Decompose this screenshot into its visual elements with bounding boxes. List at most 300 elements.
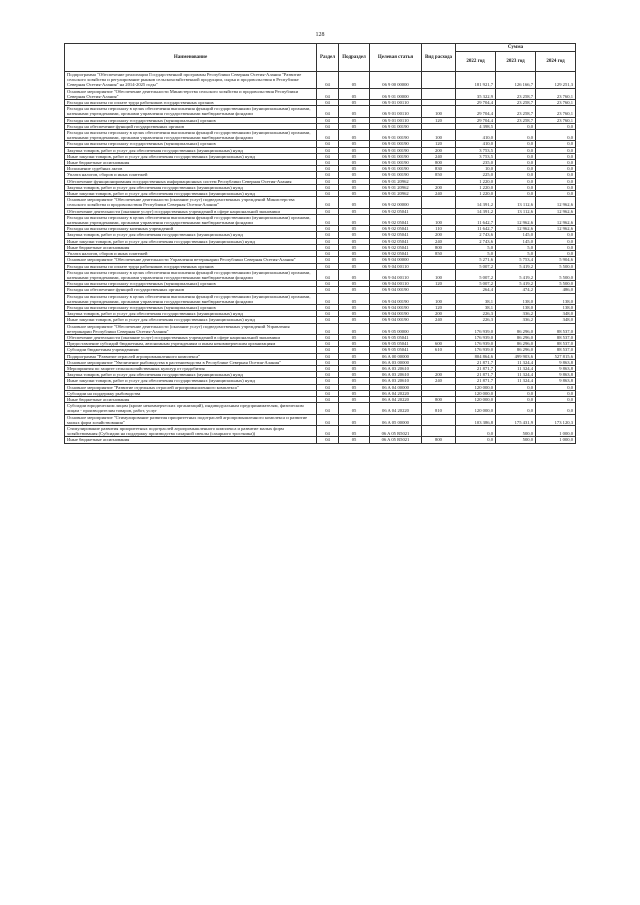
cell-cs: 06 A 05 00000 xyxy=(370,414,422,425)
cell-name: Расходы на выплаты персоналу в целях обеспечения выполнения функций государственными (муниципальными) органами, казенными учреждениями, органами управления государственными внебюджетными фондами xyxy=(65,214,317,225)
cell-b: 0,0 xyxy=(496,153,536,159)
cell-a: 181 921,7 xyxy=(456,72,496,89)
budget-table xyxy=(64,43,576,444)
cell-c: 5 500,0 xyxy=(536,269,576,280)
cell-c: 23 760,1 xyxy=(536,106,576,117)
cell-vr: 800 xyxy=(422,244,456,250)
cell-cs: 06 9 04 00190 xyxy=(370,287,422,293)
cell-p: 05 xyxy=(339,341,370,347)
cell-a: 120 000,0 xyxy=(456,396,496,402)
cell-b: 500,0 xyxy=(496,437,536,443)
table-row xyxy=(65,323,576,334)
cell-p: 05 xyxy=(339,390,370,396)
cell-p: 05 xyxy=(339,347,370,353)
cell-r: 04 xyxy=(317,359,339,365)
cell-cs: 06 9 01 00000 xyxy=(370,88,422,99)
cell-a: 21 871,7 xyxy=(456,359,496,365)
cell-name: Расходы на выплаты персоналу государственных (муниципальных) органов xyxy=(65,141,317,147)
cell-name: Расходы на выплаты по оплате труда работников государственных органов xyxy=(65,263,317,269)
cell-c: 0,0 xyxy=(536,238,576,244)
cell-vr: 600 xyxy=(422,341,456,347)
cell-name: Стимулирование развития приоритетных подотраслей агропромышленного комплекса и развитие малых форм хозяйствования (Субсидии на поддержку производства сахарной свеклы (сахарного тростника)) xyxy=(65,425,317,436)
cell-vr: 200 xyxy=(422,184,456,190)
cell-c: 12 962,6 xyxy=(536,208,576,214)
cell-a: 226,3 xyxy=(456,311,496,317)
cell-r: 04 xyxy=(317,293,339,304)
cell-a: 120 000,0 xyxy=(456,403,496,414)
cell-name: Расходы на выплаты персоналу в целях обеспечения выполнения функций государственными (муниципальными) органами, казенными учреждениями, органами управления государственными внебюджетными фондами xyxy=(65,130,317,141)
cell-b: 0,0 xyxy=(496,130,536,141)
cell-a: 5 007,2 xyxy=(456,281,496,287)
cell-name: Закупка товаров, работ и услуг для обеспечения государственных (муниципальных) нужд xyxy=(65,232,317,238)
cell-vr: 200 xyxy=(422,147,456,153)
cell-cs: 06 9 01 20962 xyxy=(370,178,422,184)
cell-a: 120 000,0 xyxy=(456,384,496,390)
cell-vr: 800 xyxy=(422,437,456,443)
cell-cs: 06 A 04 00000 xyxy=(370,384,422,390)
cell-vr: 850 xyxy=(422,251,456,257)
cell-r: 04 xyxy=(317,117,339,123)
cell-vr: 800 xyxy=(422,160,456,166)
cell-r: 04 xyxy=(317,88,339,99)
cell-name: Обеспечение функционирования государственных информационных систем Республики Северная Осетия-Алания xyxy=(65,178,317,184)
cell-p: 05 xyxy=(339,214,370,225)
cell-b: 11 324,4 xyxy=(496,359,536,365)
cell-a: 35 322,9 xyxy=(456,88,496,99)
header-expense-type: Вид расхода xyxy=(422,44,456,72)
cell-cs: 06 A 03 00000 xyxy=(370,359,422,365)
cell-name: Закупка товаров, работ и услуг для обеспечения государственных (муниципальных) нужд xyxy=(65,311,317,317)
cell-cs: 06 9 04 00110 xyxy=(370,263,422,269)
cell-name: Иные бюджетные ассигнования xyxy=(65,396,317,402)
cell-cs: 06 9 01 00190 xyxy=(370,141,422,147)
cell-p: 05 xyxy=(339,184,370,190)
cell-r: 04 xyxy=(317,311,339,317)
cell-c: 0,0 xyxy=(536,191,576,197)
cell-a: 5,0 xyxy=(456,244,496,250)
cell-p: 05 xyxy=(339,226,370,232)
cell-b: 86 296,0 xyxy=(496,323,536,334)
cell-vr: 800 xyxy=(422,396,456,402)
cell-r: 04 xyxy=(317,372,339,378)
cell-name: Расходы на выплаты персоналу государственных (муниципальных) органов xyxy=(65,304,317,310)
table-body xyxy=(65,72,576,444)
cell-c: 173 120,3 xyxy=(536,414,576,425)
header-year-2024: 2024 год xyxy=(536,52,576,72)
cell-c: 88 537,0 xyxy=(536,323,576,334)
table-row xyxy=(65,425,576,436)
cell-b: 0,0 xyxy=(496,172,536,178)
cell-b: 86 296,0 xyxy=(496,347,536,353)
cell-a: 410,0 xyxy=(456,130,496,141)
cell-cs: 06 A 03 20610 xyxy=(370,378,422,384)
cell-c: 88 537,0 xyxy=(536,341,576,347)
cell-r: 04 xyxy=(317,263,339,269)
cell-cs: 06 9 04 00190 xyxy=(370,311,422,317)
cell-name: Обеспечение деятельности (оказание услуг) государственных учреждений в сфере национальной экономики xyxy=(65,334,317,340)
cell-vr: 120 xyxy=(422,141,456,147)
cell-b: 5 419,2 xyxy=(496,281,536,287)
cell-b: 0,0 xyxy=(496,147,536,153)
cell-r: 04 xyxy=(317,208,339,214)
cell-a: 5,0 xyxy=(456,251,496,257)
cell-a: 804 864,6 xyxy=(456,353,496,359)
cell-b: 336,2 xyxy=(496,317,536,323)
cell-c: 12 962,6 xyxy=(536,226,576,232)
cell-c: 5 500,0 xyxy=(536,281,576,287)
cell-r: 04 xyxy=(317,232,339,238)
cell-r: 04 xyxy=(317,353,339,359)
cell-b: 5,0 xyxy=(496,251,536,257)
cell-name: Основное мероприятие "Обеспечение деятельности Управления ветеринарии Республики Северная Осетия-Алания" xyxy=(65,257,317,263)
cell-c: 0,0 xyxy=(536,147,576,153)
cell-a: 226,3 xyxy=(456,317,496,323)
cell-b: 0,0 xyxy=(496,160,536,166)
table-row xyxy=(65,130,576,141)
cell-vr: 100 xyxy=(422,269,456,280)
cell-p: 05 xyxy=(339,172,370,178)
cell-r: 04 xyxy=(317,365,339,371)
cell-p: 05 xyxy=(339,88,370,99)
cell-r: 04 xyxy=(317,226,339,232)
cell-p: 05 xyxy=(339,414,370,425)
cell-a: 21 871,7 xyxy=(456,372,496,378)
cell-cs: 06 9 00 00000 xyxy=(370,72,422,89)
cell-cs: 06 9 02 05041 xyxy=(370,208,422,214)
cell-name: Закупка товаров, работ и услуг для обеспечения государственных (муниципальных) нужд xyxy=(65,147,317,153)
header-year-2023: 2023 год xyxy=(496,52,536,72)
cell-b: 500,0 xyxy=(496,425,536,436)
cell-vr: 240 xyxy=(422,238,456,244)
cell-cs: 06 9 01 00190 xyxy=(370,123,422,129)
cell-a: 0,0 xyxy=(456,425,496,436)
cell-a: 29 704,4 xyxy=(456,117,496,123)
cell-p: 05 xyxy=(339,100,370,106)
cell-p: 05 xyxy=(339,257,370,263)
cell-cs: 06 9 01 00190 xyxy=(370,153,422,159)
cell-b: 23 258,7 xyxy=(496,106,536,117)
cell-cs: 06 9 05 00000 xyxy=(370,323,422,334)
cell-r: 04 xyxy=(317,153,339,159)
cell-cs: 06 9 01 20962 xyxy=(370,184,422,190)
cell-name: Предоставление субсидий бюджетным, автономным учреждениям и иным некоммерческим организациям xyxy=(65,341,317,347)
cell-p: 05 xyxy=(339,396,370,402)
cell-a: 176 939,0 xyxy=(456,323,496,334)
cell-p: 05 xyxy=(339,263,370,269)
cell-cs: 06 9 04 00190 xyxy=(370,293,422,304)
cell-p: 05 xyxy=(339,191,370,197)
cell-r: 04 xyxy=(317,317,339,323)
header-subsection: Подраздел xyxy=(339,44,370,72)
cell-name: Расходы на обеспечение функций государственных органов xyxy=(65,287,317,293)
cell-r: 04 xyxy=(317,244,339,250)
cell-cs: 06 9 01 00190 xyxy=(370,130,422,141)
cell-name: Субсидии на поддержку рыбоводства xyxy=(65,390,317,396)
cell-b: 145,0 xyxy=(496,232,536,238)
cell-p: 05 xyxy=(339,304,370,310)
table-row xyxy=(65,269,576,280)
cell-p: 05 xyxy=(339,232,370,238)
cell-cs: 06 9 01 00190 xyxy=(370,172,422,178)
cell-a: 176 939,0 xyxy=(456,341,496,347)
cell-a: 103 386,8 xyxy=(456,414,496,425)
table-row xyxy=(65,403,576,414)
cell-name: Иные закупки товаров, работ и услуг для обеспечения государственных (муниципальных) нужд xyxy=(65,317,317,323)
cell-b: 0,0 xyxy=(496,166,536,172)
header-sum: Сумма xyxy=(456,44,576,52)
cell-vr: 120 xyxy=(422,304,456,310)
cell-p: 05 xyxy=(339,117,370,123)
cell-p: 05 xyxy=(339,244,370,250)
cell-b: 145,0 xyxy=(496,238,536,244)
cell-c: 5 500,0 xyxy=(536,263,576,269)
cell-r: 04 xyxy=(317,396,339,402)
cell-p: 05 xyxy=(339,72,370,89)
cell-vr: 610 xyxy=(422,347,456,353)
cell-name: Основное мероприятие "Развитие отдельных отраслей агропромышленного комплекса" xyxy=(65,384,317,390)
cell-cs: 06 9 02 05041 xyxy=(370,238,422,244)
cell-b: 0,0 xyxy=(496,184,536,190)
table-row xyxy=(65,293,576,304)
cell-r: 04 xyxy=(317,334,339,340)
cell-p: 05 xyxy=(339,287,370,293)
cell-c: 88 537,0 xyxy=(536,347,576,353)
cell-cs: 06 A 04 20220 xyxy=(370,403,422,414)
cell-r: 04 xyxy=(317,287,339,293)
page-number: 128 xyxy=(315,32,325,38)
cell-a: 11 642,7 xyxy=(456,214,496,225)
cell-b: 86 296,0 xyxy=(496,334,536,340)
cell-r: 04 xyxy=(317,323,339,334)
cell-p: 05 xyxy=(339,147,370,153)
cell-r: 04 xyxy=(317,414,339,425)
cell-r: 04 xyxy=(317,197,339,208)
cell-r: 04 xyxy=(317,341,339,347)
cell-cs: 06 9 05 05041 xyxy=(370,347,422,353)
cell-p: 05 xyxy=(339,378,370,384)
cell-cs: 06 9 05 05041 xyxy=(370,334,422,340)
cell-cs: 06 9 05 05041 xyxy=(370,341,422,347)
cell-name: Закупка товаров, работ и услуг для обеспечения государственных (муниципальных) нужд xyxy=(65,184,317,190)
cell-a: 3 753,5 xyxy=(456,153,496,159)
cell-a: 1 220,0 xyxy=(456,191,496,197)
cell-r: 04 xyxy=(317,100,339,106)
cell-a: 120 000,0 xyxy=(456,390,496,396)
cell-p: 05 xyxy=(339,425,370,436)
cell-c: 23 760,1 xyxy=(536,88,576,99)
cell-vr: 850 xyxy=(422,172,456,178)
cell-b: 86 296,0 xyxy=(496,341,536,347)
cell-p: 05 xyxy=(339,334,370,340)
cell-b: 474,2 xyxy=(496,287,536,293)
cell-r: 04 xyxy=(317,251,339,257)
cell-cs: 06 9 01 00190 xyxy=(370,147,422,153)
table-row xyxy=(65,106,576,117)
cell-p: 05 xyxy=(339,141,370,147)
cell-c: 12 962,6 xyxy=(536,214,576,225)
cell-p: 05 xyxy=(339,106,370,117)
cell-name: Уплата налогов, сборов и иных платежей xyxy=(65,251,317,257)
cell-r: 04 xyxy=(317,347,339,353)
cell-b: 138,0 xyxy=(496,304,536,310)
cell-b: 23 258,7 xyxy=(496,117,536,123)
cell-a: 21 871,7 xyxy=(456,365,496,371)
cell-r: 04 xyxy=(317,106,339,117)
cell-b: 0,0 xyxy=(496,384,536,390)
cell-b: 5 419,2 xyxy=(496,269,536,280)
cell-b: 0,0 xyxy=(496,141,536,147)
cell-p: 05 xyxy=(339,372,370,378)
cell-r: 04 xyxy=(317,130,339,141)
cell-cs: 06 9 04 00190 xyxy=(370,317,422,323)
cell-c: 0,0 xyxy=(536,184,576,190)
cell-vr: 200 xyxy=(422,372,456,378)
cell-vr: 240 xyxy=(422,378,456,384)
cell-r: 04 xyxy=(317,257,339,263)
cell-r: 04 xyxy=(317,384,339,390)
cell-b: 5,0 xyxy=(496,244,536,250)
cell-c: 0,0 xyxy=(536,160,576,166)
cell-p: 05 xyxy=(339,293,370,304)
cell-b: 23 258,7 xyxy=(496,88,536,99)
cell-a: 264,4 xyxy=(456,287,496,293)
cell-a: 5 271,6 xyxy=(456,257,496,263)
cell-a: 38,1 xyxy=(456,293,496,304)
cell-cs: 06 9 02 00000 xyxy=(370,197,422,208)
cell-name: Расходы на выплаты персоналу в целях обеспечения выполнения функций государственными (муниципальными) органами, казенными учреждениями, органами управления государственными внебюджетными фондами xyxy=(65,269,317,280)
cell-p: 05 xyxy=(339,166,370,172)
cell-b: 175 431,9 xyxy=(496,414,536,425)
cell-r: 04 xyxy=(317,425,339,436)
cell-vr: 100 xyxy=(422,293,456,304)
cell-b: 23 258,7 xyxy=(496,100,536,106)
cell-name: Иные закупки товаров, работ и услуг для обеспечения государственных (муниципальных) нужд xyxy=(65,378,317,384)
cell-p: 05 xyxy=(339,178,370,184)
cell-r: 04 xyxy=(317,238,339,244)
cell-c: 88 537,0 xyxy=(536,334,576,340)
cell-b: 11 324,4 xyxy=(496,372,536,378)
cell-vr: 120 xyxy=(422,281,456,287)
cell-b: 0,0 xyxy=(496,191,536,197)
cell-p: 05 xyxy=(339,269,370,280)
cell-a: 14 391,2 xyxy=(456,208,496,214)
cell-b: 12 962,6 xyxy=(496,214,536,225)
cell-a: 410,0 xyxy=(456,141,496,147)
cell-p: 05 xyxy=(339,317,370,323)
table-row xyxy=(65,214,576,225)
header-name: Наименование xyxy=(65,44,317,72)
cell-vr: 240 xyxy=(422,153,456,159)
cell-vr: 110 xyxy=(422,226,456,232)
cell-a: 29 704,4 xyxy=(456,100,496,106)
cell-cs: 06 9 01 00110 xyxy=(370,117,422,123)
cell-a: 2 743,6 xyxy=(456,232,496,238)
cell-b: 0,0 xyxy=(496,403,536,414)
cell-vr: 200 xyxy=(422,311,456,317)
cell-cs: 06 9 02 05041 xyxy=(370,244,422,250)
cell-c: 1 000,0 xyxy=(536,437,576,443)
cell-p: 05 xyxy=(339,238,370,244)
cell-r: 04 xyxy=(317,72,339,89)
cell-c: 138,0 xyxy=(536,293,576,304)
cell-vr: 830 xyxy=(422,166,456,172)
cell-a: 235,0 xyxy=(456,160,496,166)
cell-name: Расходы на выплаты по оплате труда работников государственных органов xyxy=(65,100,317,106)
cell-b: 336,2 xyxy=(496,311,536,317)
cell-a: 11 642,7 xyxy=(456,226,496,232)
cell-c: 0,0 xyxy=(536,153,576,159)
table-row xyxy=(65,88,576,99)
cell-cs: 06 9 01 00110 xyxy=(370,106,422,117)
cell-cs: 06 9 04 00000 xyxy=(370,257,422,263)
cell-p: 05 xyxy=(339,359,370,365)
cell-r: 04 xyxy=(317,166,339,172)
cell-p: 05 xyxy=(339,353,370,359)
cell-r: 04 xyxy=(317,437,339,443)
cell-vr: 810 xyxy=(422,403,456,414)
cell-r: 04 xyxy=(317,378,339,384)
cell-vr: 100 xyxy=(422,130,456,141)
table-row xyxy=(65,437,576,443)
cell-p: 05 xyxy=(339,160,370,166)
cell-name: Иные бюджетные ассигнования xyxy=(65,160,317,166)
cell-b: 0,0 xyxy=(496,396,536,402)
cell-vr xyxy=(422,323,456,334)
cell-name: Расходы на выплаты персоналу государственных (муниципальных) органов xyxy=(65,117,317,123)
cell-b: 0,0 xyxy=(496,390,536,396)
cell-r: 04 xyxy=(317,214,339,225)
cell-r: 04 xyxy=(317,403,339,414)
cell-cs: 06 A 05 R5021 xyxy=(370,437,422,443)
cell-vr: 100 xyxy=(422,106,456,117)
cell-name: Подпрограмма "Обеспечение реализации Государственной программы Республики Северная Осетия-Алания "Развитие сельского хозяйства и регулирование рынков сельскохозяйственной продукции, сырья и продовольствия в Республике Северная Осетия-Алания" на 2014-2025 годы" xyxy=(65,72,317,89)
cell-name: Расходы на выплаты персоналу в целях обеспечения выполнения функций государственными (муниципальными) органами, казенными учреждениями, органами управления государственными внебюджетными фондами xyxy=(65,106,317,117)
cell-p: 05 xyxy=(339,130,370,141)
cell-cs: 06 A 04 20220 xyxy=(370,390,422,396)
cell-name: Закупка товаров, работ и услуг для обеспечения государственных (муниципальных) нужд xyxy=(65,372,317,378)
cell-cs: 06 9 02 05041 xyxy=(370,232,422,238)
cell-r: 04 xyxy=(317,390,339,396)
cell-vr xyxy=(422,72,456,89)
cell-c: 0,0 xyxy=(536,178,576,184)
cell-c: 348,0 xyxy=(536,311,576,317)
cell-name: Основное мероприятие "Обеспечение деятельности (оказание услуг) подведомственных учреждений Министерства сельского хозяйства и продовольствия Республики Северная Осетия-Алания" xyxy=(65,197,317,208)
cell-b: 11 324,4 xyxy=(496,365,536,371)
cell-p: 05 xyxy=(339,153,370,159)
cell-p: 05 xyxy=(339,197,370,208)
cell-name: Субсидии юридическим лицам (кроме некоммерческих организаций), индивидуальным предпринимателям, физическим лицам - производителям товаров, работ, услуг xyxy=(65,403,317,414)
cell-r: 04 xyxy=(317,160,339,166)
cell-c: 0,0 xyxy=(536,123,576,129)
cell-r: 04 xyxy=(317,191,339,197)
cell-r: 04 xyxy=(317,304,339,310)
cell-c: 0,0 xyxy=(536,232,576,238)
cell-p: 05 xyxy=(339,323,370,334)
cell-cs: 06 A 03 20610 xyxy=(370,372,422,378)
cell-r: 04 xyxy=(317,281,339,287)
cell-cs: 06 9 02 05041 xyxy=(370,214,422,225)
cell-c: 5 904,6 xyxy=(536,257,576,263)
header-target: Целевая статья xyxy=(370,44,422,72)
cell-b: 12 962,6 xyxy=(496,226,536,232)
cell-b: 0,0 xyxy=(496,178,536,184)
cell-p: 05 xyxy=(339,311,370,317)
cell-cs: 06 A 04 20220 xyxy=(370,396,422,402)
cell-b: 0,0 xyxy=(496,123,536,129)
cell-r: 04 xyxy=(317,184,339,190)
cell-c: 129 251,3 xyxy=(536,72,576,89)
cell-c: 0,0 xyxy=(536,130,576,141)
